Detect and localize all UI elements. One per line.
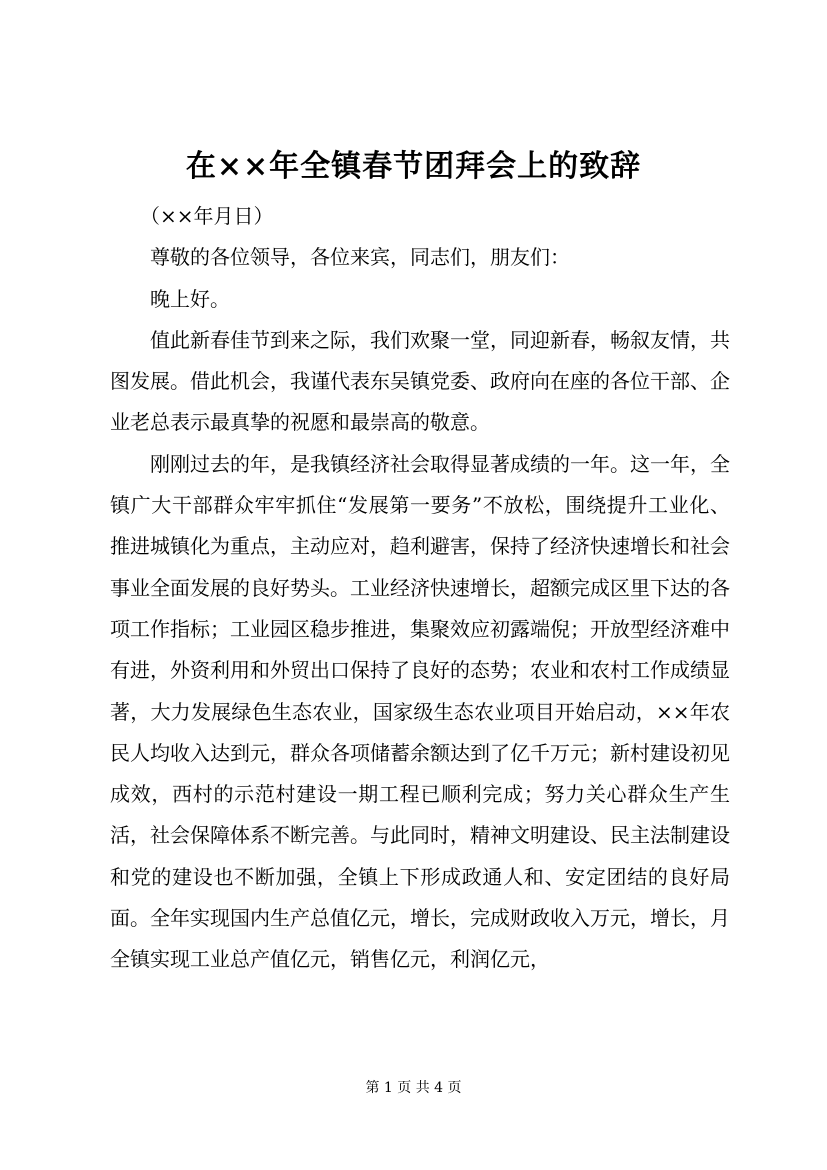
document-title: 在××年全镇春节团拜会上的致辞	[185, 149, 642, 184]
page-number: 第 1 页 共 4 页	[365, 1080, 462, 1096]
document-body	[110, 196, 730, 981]
greeting: 晚上好。	[150, 286, 230, 311]
paragraph-intro: 值此新春佳节到来之际，我们欢聚一堂，同迎新春，畅叙友情，共图发展。借此机会，我谨代表东吴镇党委、政府向在座的各位干部、企业老总表示最真挚的祝愿和最崇高的敬意。	[110, 327, 730, 435]
date-line: （××年月日）	[140, 204, 274, 228]
paragraph-review: 刚刚过去的年，是我镇经济社会取得显著成绩的一年。这一年，全镇广大干部群众牢牢抓住“发展第一要务”不放松，围绕提升工业化、推进城镇化为重点，主动应对，趋利避害，保持了经济快速增长和社会事业全面发展的良好势头。工业经济快速增长，超额完成区里下达的各项工作指标；工业园区稳步推进，集聚效应初露端倪；开放型经济难中有进，外资利用和外贸出口保持了良好的态势；农业和农村工作成绩显著，大力发展绿色生态农业，国家级生态农业项目开始启动，××年农民人均收入达到元，群众各项储蓄余额达到了亿千万元；新村建设初见成效，西村的示范村建设一期工程已顺利完成；努力关心群众生产生活，社会保障体系不断完善。与此同时，精神文明建设、民主法制建设和党的建设也不断加强，全镇上下形成政通人和、安定团结的良好局面。全年实现国内生产总值亿元，增长，完成财政收入万元，增长，月全镇实现工业总产值亿元，销售亿元，利润亿元，	[110, 451, 730, 972]
salutation: 尊敬的各位领导，各位来宾，同志们，朋友们：	[150, 245, 570, 270]
